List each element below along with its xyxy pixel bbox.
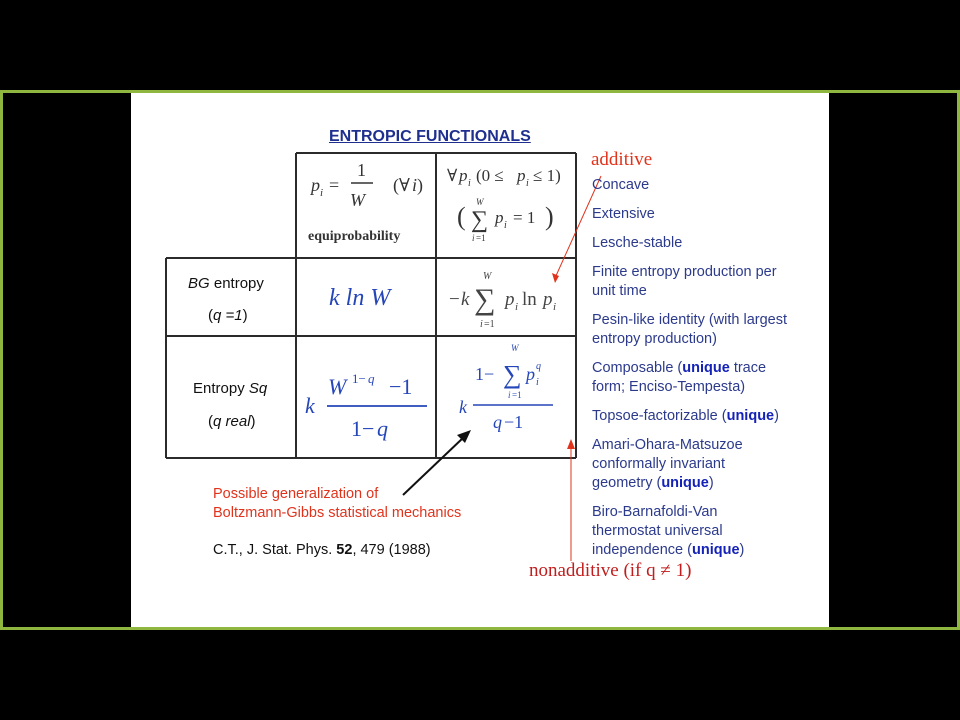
svg-text:k ln W: k ln W bbox=[329, 285, 391, 311]
svg-text:): ) bbox=[417, 175, 423, 195]
topsoe-rest: ) bbox=[774, 408, 779, 424]
slide bbox=[131, 93, 829, 627]
svg-text:i: i bbox=[526, 178, 529, 189]
slide-title: ENTROPIC FUNCTIONALS bbox=[329, 128, 531, 145]
svg-text:p: p bbox=[543, 289, 553, 310]
amari-text: Amari-Ohara-Matsuzoe conformally invariant geometry ( bbox=[592, 437, 743, 491]
amari-rest: ) bbox=[708, 475, 714, 491]
svg-text:q: q bbox=[377, 416, 388, 441]
svg-text:p: p bbox=[311, 175, 320, 195]
additive-label: additive bbox=[591, 149, 653, 170]
svg-text:=1: =1 bbox=[512, 390, 522, 400]
equiprobability-formula bbox=[309, 160, 423, 210]
normalization-formula bbox=[447, 166, 561, 243]
property-composable bbox=[592, 359, 797, 397]
property-pesin-identity: Pesin-like identity (with largest entropy production) bbox=[592, 312, 788, 347]
property-concave: Concave bbox=[592, 177, 650, 193]
svg-text:i: i bbox=[412, 175, 418, 195]
svg-text:q: q bbox=[368, 371, 375, 386]
svg-text:): ) bbox=[545, 202, 554, 231]
svg-text:∑: ∑ bbox=[503, 360, 522, 389]
svg-text:W: W bbox=[350, 190, 365, 210]
svg-text:i: i bbox=[480, 319, 483, 330]
bg-entropy-equiprobable bbox=[329, 285, 392, 311]
svg-text:p: p bbox=[495, 208, 504, 227]
nonadditive-label: nonadditive (if q ≠ 1) bbox=[529, 560, 692, 581]
citation-rest: , 479 (1988) bbox=[352, 542, 431, 558]
unique-tag: unique bbox=[682, 360, 730, 376]
svg-text:=: = bbox=[329, 175, 340, 195]
sq-entropy-equiprobable bbox=[305, 371, 427, 441]
sq-entropy-label bbox=[193, 380, 267, 397]
properties-list bbox=[592, 176, 824, 560]
svg-text:W: W bbox=[476, 197, 484, 207]
paren-close: ) bbox=[242, 307, 248, 324]
svg-text:q: q bbox=[536, 361, 541, 372]
property-biro bbox=[592, 503, 770, 560]
paren-open: ( bbox=[208, 307, 213, 324]
bg-abbrev: BG bbox=[188, 275, 210, 292]
bg-entropy-formula bbox=[449, 271, 556, 330]
sq-q-label bbox=[208, 413, 256, 430]
bg-q-label bbox=[208, 307, 248, 324]
equiprobability-label: equiprobability bbox=[308, 229, 401, 244]
svg-text:(∀: (∀ bbox=[393, 175, 410, 195]
composable-rest: trace form; Enciso-Tempesta) bbox=[592, 360, 767, 395]
svg-text:p: p bbox=[459, 166, 468, 185]
svg-text:(: ( bbox=[457, 202, 466, 231]
svg-text:W: W bbox=[511, 343, 519, 353]
svg-text:i: i bbox=[504, 220, 507, 231]
svg-text:∑: ∑ bbox=[474, 283, 496, 316]
svg-text:q: q bbox=[493, 412, 502, 432]
svg-text:i: i bbox=[472, 233, 475, 243]
composable-text: Composable ( bbox=[592, 360, 683, 376]
svg-text:i: i bbox=[320, 187, 324, 199]
generalization-note bbox=[213, 485, 461, 523]
svg-text:= 1: = 1 bbox=[513, 208, 536, 227]
biro-text: Biro-Barnafoldi-Van thermostat universal independence ( bbox=[592, 504, 723, 558]
property-topsoe bbox=[592, 407, 824, 426]
svg-text:1−: 1− bbox=[475, 364, 495, 384]
generalization-line-1: Possible generalization of bbox=[213, 486, 379, 502]
topsoe-text: Topsoe-factorizable ( bbox=[592, 408, 727, 424]
svg-text:1−: 1− bbox=[351, 416, 375, 441]
svg-text:k: k bbox=[305, 393, 315, 418]
citation bbox=[213, 542, 431, 558]
svg-text:W: W bbox=[483, 271, 492, 282]
svg-text:1−: 1− bbox=[352, 371, 366, 386]
svg-text:i: i bbox=[553, 301, 557, 313]
citation-volume: 52 bbox=[336, 542, 353, 558]
svg-text:−1: −1 bbox=[504, 412, 524, 432]
entropy-word: Entropy bbox=[193, 380, 249, 397]
sq-symbol: Sq bbox=[248, 380, 268, 397]
svg-text:=1: =1 bbox=[484, 319, 495, 330]
q-real: q real bbox=[213, 413, 251, 430]
unique-tag: unique bbox=[661, 475, 709, 491]
svg-text:i: i bbox=[536, 377, 539, 388]
frame-left-border bbox=[0, 90, 3, 630]
svg-text:∑: ∑ bbox=[471, 207, 489, 233]
svg-text:−1: −1 bbox=[389, 374, 413, 399]
svg-text:∀: ∀ bbox=[447, 166, 458, 185]
citation-authors: C.T., J. Stat. Phys. bbox=[213, 542, 337, 558]
paren-close: ) bbox=[250, 413, 256, 430]
unique-tag: unique bbox=[726, 408, 775, 424]
svg-text:ln: ln bbox=[522, 289, 537, 310]
property-extensive: Extensive bbox=[592, 206, 655, 222]
svg-text:i: i bbox=[468, 178, 471, 189]
property-finite-entropy: Finite entropy production per unit time bbox=[592, 264, 777, 299]
q-equals-one: q =1 bbox=[213, 307, 243, 324]
paren-open: ( bbox=[208, 413, 213, 430]
svg-text:p: p bbox=[505, 289, 515, 310]
svg-text:1: 1 bbox=[357, 160, 366, 180]
svg-text:=1: =1 bbox=[476, 233, 486, 243]
svg-text:k: k bbox=[461, 289, 470, 310]
property-lesche-stable: Lesche-stable bbox=[592, 235, 683, 251]
svg-text:(0 ≤: (0 ≤ bbox=[476, 166, 504, 185]
unique-tag: unique bbox=[691, 542, 740, 558]
svg-text:p: p bbox=[517, 166, 526, 185]
svg-text:≤ 1): ≤ 1) bbox=[533, 166, 561, 185]
svg-text:i: i bbox=[515, 301, 519, 313]
svg-text:−: − bbox=[449, 289, 460, 310]
svg-text:k: k bbox=[459, 397, 467, 417]
svg-text:i: i bbox=[508, 390, 511, 400]
bg-entropy-word: entropy bbox=[209, 275, 264, 292]
svg-text:W: W bbox=[328, 374, 347, 399]
property-amari bbox=[592, 436, 770, 493]
sq-entropy-formula bbox=[459, 343, 553, 432]
biro-rest: ) bbox=[739, 542, 745, 558]
bg-entropy-label bbox=[188, 275, 264, 292]
generalization-line-2: Boltzmann-Gibbs statistical mechanics bbox=[213, 505, 462, 521]
svg-text:p: p bbox=[526, 364, 535, 384]
